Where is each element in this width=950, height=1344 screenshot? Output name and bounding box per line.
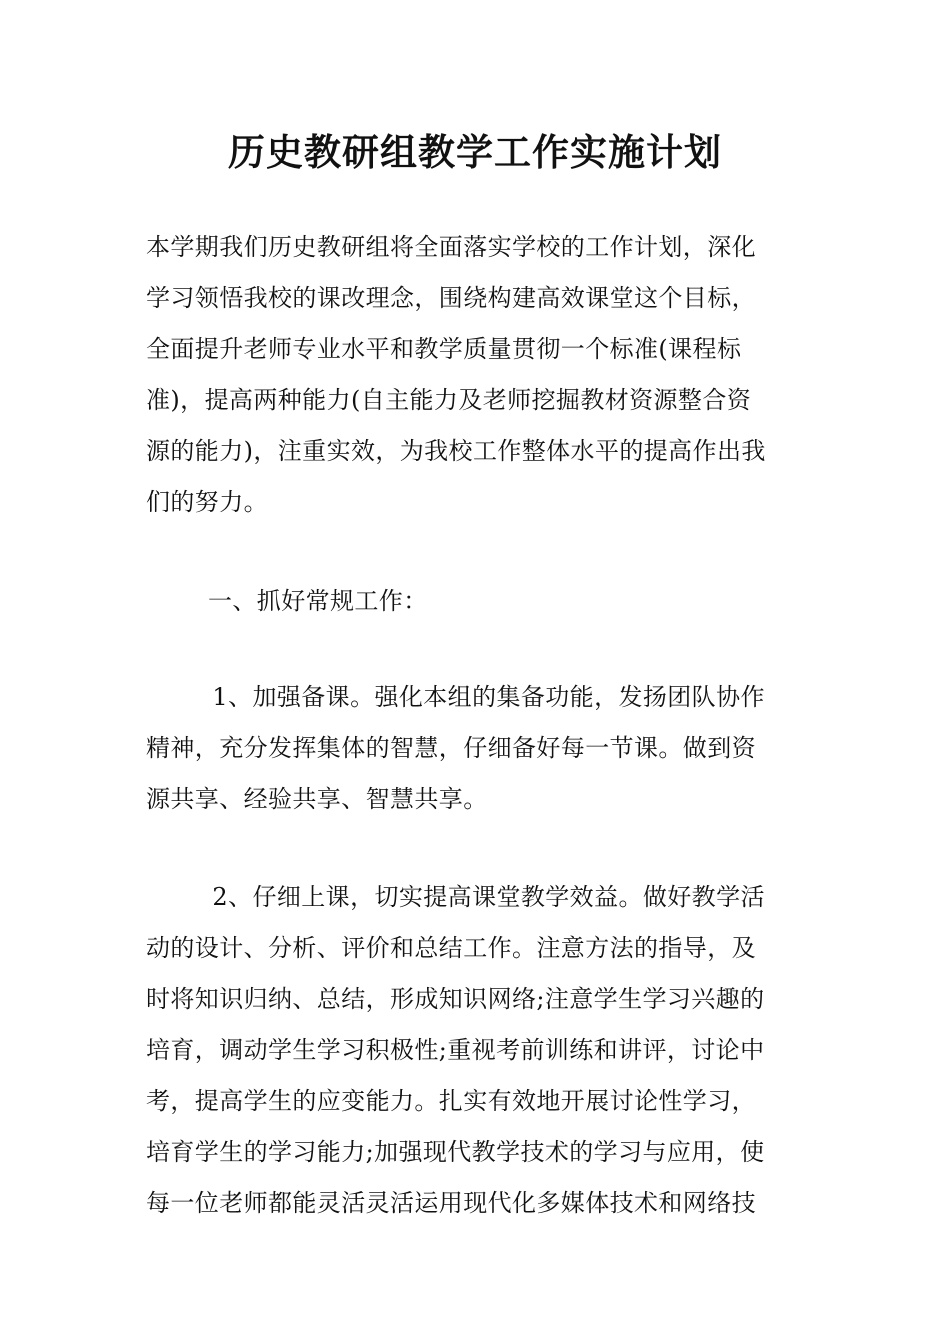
section-heading: 一、抓好常规工作：: [208, 587, 428, 615]
intro-line: 准)，提高两种能力(自主能力及老师挖掘教材资源整合资: [146, 386, 752, 414]
item-2-line: 考，提高学生的应变能力。扎实有效地开展讨论性学习，: [146, 1087, 756, 1115]
item-1-line: 1、加强备课。强化本组的集备功能，发扬团队协作: [188, 683, 765, 711]
item-2-line: 培育，调动学生学习积极性;重视考前训练和讲评，讨论中: [146, 1036, 765, 1064]
item-2-line: 动的设计、分析、评价和总结工作。注意方法的指导，及: [146, 934, 756, 962]
intro-line: 源的能力)，注重实效，为我校工作整体水平的提高作出我: [146, 437, 766, 465]
item-2-line: 每一位老师都能灵活灵活运用现代化多媒体技术和网络技: [146, 1189, 756, 1217]
intro-paragraph: [146, 222, 806, 528]
item-1-line: 源共享、经验共享、智慧共享。: [146, 785, 488, 813]
intro-line: 全面提升老师专业水平和教学质量贯彻一个标准(课程标: [146, 335, 742, 363]
item-1-paragraph: [146, 672, 806, 825]
item-2-line: 时将知识归纳、总结，形成知识网络;注意学生学习兴趣的: [146, 985, 765, 1013]
item-2-line: 培育学生的学习能力;加强现代教学技术的学习与应用，使: [146, 1138, 765, 1166]
item-2-paragraph: [146, 872, 806, 1229]
intro-line: 本学期我们历史教研组将全面落实学校的工作计划，深化: [146, 233, 756, 261]
document-title: 历史教研组教学工作实施计划: [228, 130, 722, 174]
item-1-line: 精神，充分发挥集体的智慧，仔细备好每一节课。做到资: [146, 734, 756, 762]
intro-line: 学习领悟我校的课改理念，围绕构建高效课堂这个目标，: [146, 284, 756, 312]
item-2-line: 2、仔细上课，切实提高课堂教学效益。做好教学活: [188, 883, 765, 911]
intro-line: 们的努力。: [146, 488, 268, 516]
